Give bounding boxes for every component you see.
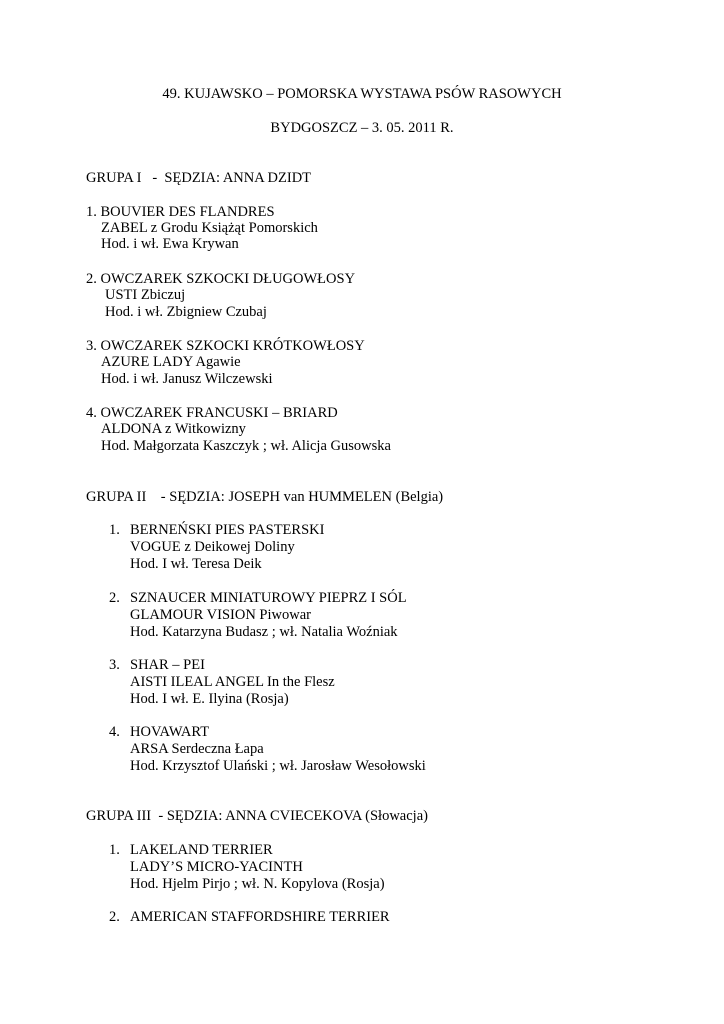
group-heading: GRUPA II - SĘDZIA: JOSEPH van HUMMELEN (Belgia) [86,489,444,505]
entry-dog-name: AZURE LADY Agawie [101,354,241,370]
group-heading: GRUPA III - SĘDZIA: ANNA CVIECEKOVA (Słowacja) [86,808,428,824]
entry-number: 2. [109,909,120,925]
entry-breed: HOVAWART [130,724,210,740]
entry-number: 1. [109,842,120,858]
entry-breed: SHAR – PEI [130,657,205,673]
entry-owner: Hod. Hjelm Pirjo ; wł. N. Kopylova (Rosja) [130,876,385,892]
entry-number: 1. [109,522,120,538]
entry-dog-name: VOGUE z Deikowej Doliny [130,539,295,555]
entry-dog-name: AISTI ILEAL ANGEL In the Flesz [130,674,335,690]
entry-dog-name: ZABEL z Grodu Książąt Pomorskich [101,220,318,236]
entry-owner: Hod. i wł. Zbigniew Czubaj [105,304,267,320]
entry-owner: Hod. I wł. E. Ilyina (Rosja) [130,691,289,707]
entry-owner: Hod. Katarzyna Budasz ; wł. Natalia Woźniak [130,624,398,640]
entry-dog-name: ARSA Serdeczna Łapa [130,741,264,757]
entry-owner: Hod. i wł. Ewa Krywan [101,236,239,252]
entry-number: 3. [109,657,120,673]
entry-owner: Hod. I wł. Teresa Deik [130,556,262,572]
entry-breed: SZNAUCER MINIATUROWY PIEPRZ I SÓL [130,590,407,606]
entry-breed: AMERICAN STAFFORDSHIRE TERRIER [130,909,390,925]
entry-breed: LAKELAND TERRIER [130,842,273,858]
group-heading: GRUPA I - SĘDZIA: ANNA DZIDT [86,170,312,186]
document-title: 49. KUJAWSKO – POMORSKA WYSTAWA PSÓW RASOWYCH [162,86,562,102]
entry-breed: BERNEŃSKI PIES PASTERSKI [130,522,325,538]
entry-breed: 1. BOUVIER DES FLANDRES [86,204,275,220]
entry-number: 2. [109,590,120,606]
entry-owner: Hod. i wł. Janusz Wilczewski [101,371,273,387]
entry-breed: 3. OWCZAREK SZKOCKI KRÓTKOWŁOSY [86,338,365,354]
entry-breed: 2. OWCZAREK SZKOCKI DŁUGOWŁOSY [86,271,356,287]
entry-breed: 4. OWCZAREK FRANCUSKI – BRIARD [86,405,338,421]
entry-number: 4. [109,724,120,740]
entry-dog-name: LADY’S MICRO-YACINTH [130,859,303,875]
entry-owner: Hod. Małgorzata Kaszczyk ; wł. Alicja Gusowska [101,438,391,454]
entry-dog-name: ALDONA z Witkowizny [101,421,246,437]
entry-dog-name: USTI Zbiczuj [105,287,186,303]
entry-owner: Hod. Krzysztof Ulański ; wł. Jarosław Wesołowski [130,758,426,774]
document-subtitle: BYDGOSZCZ – 3. 05. 2011 R. [270,120,454,136]
entry-dog-name: GLAMOUR VISION Piwowar [130,607,311,623]
